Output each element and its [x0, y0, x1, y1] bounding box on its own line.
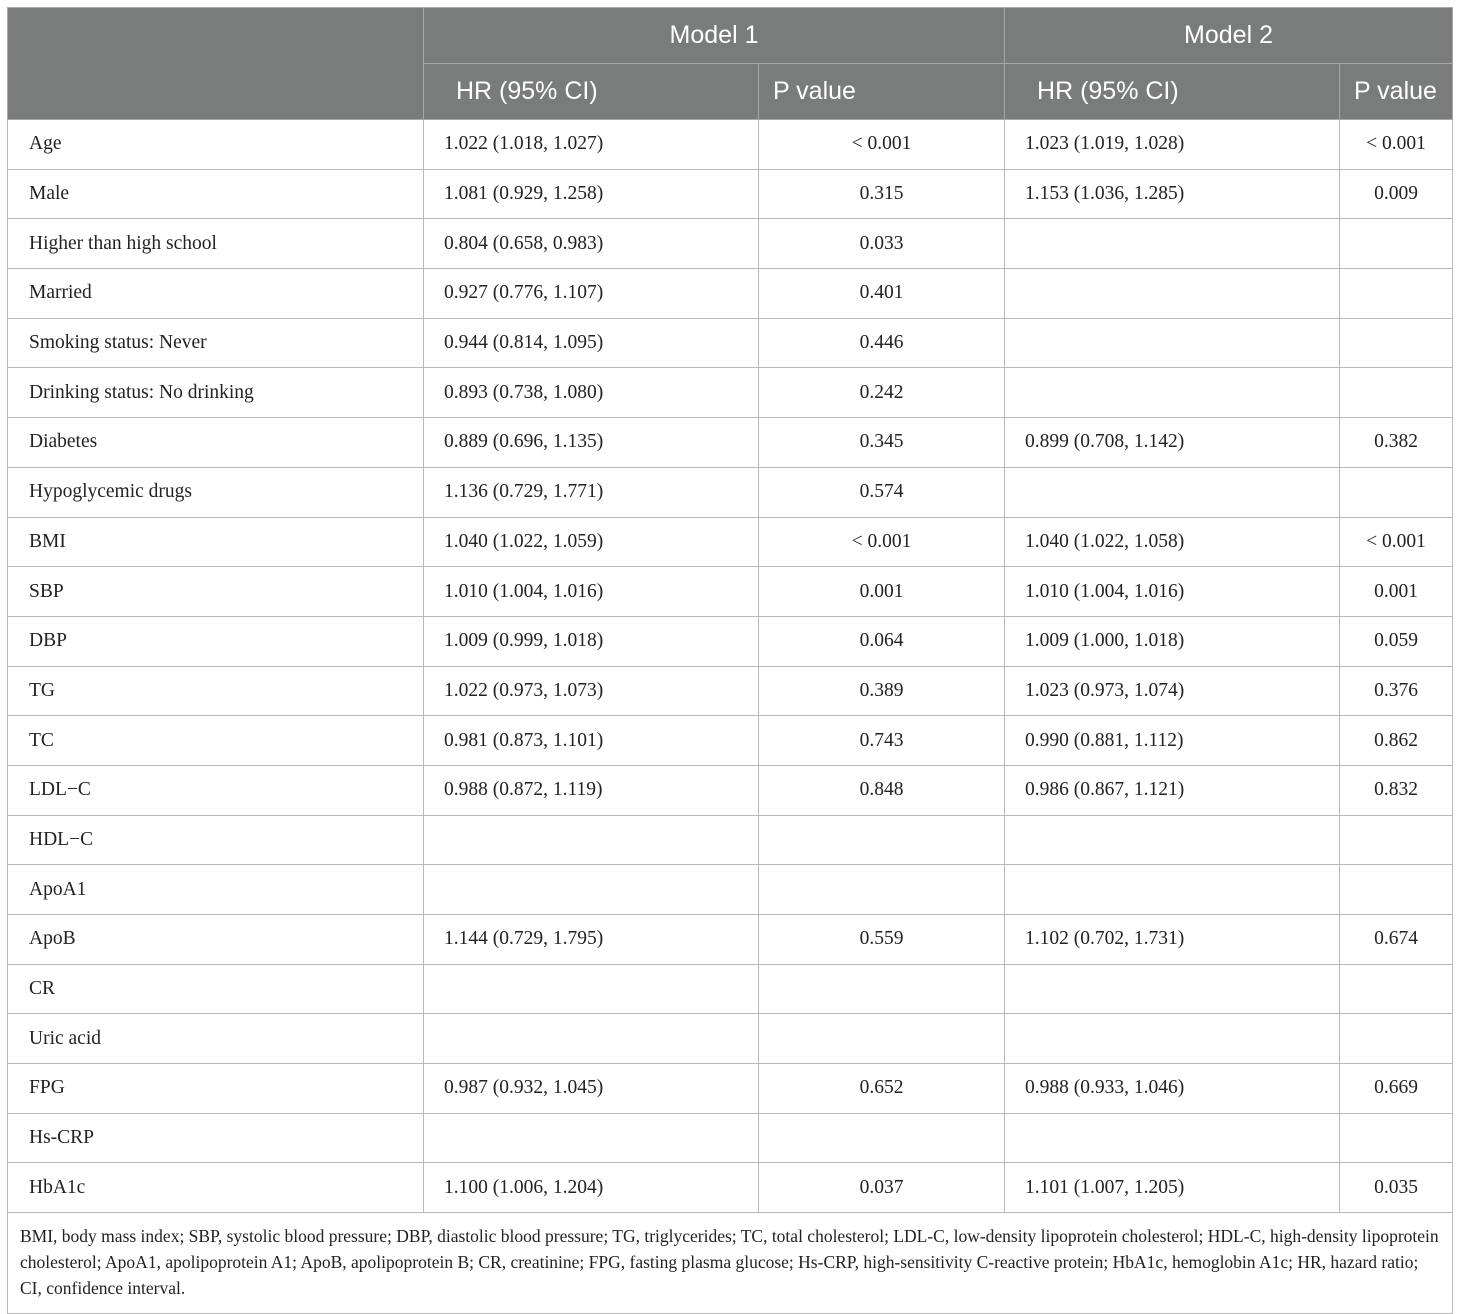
cell-model-2-hr: 1.009 (1.000, 1.018) [1005, 616, 1340, 666]
table-row [8, 120, 1453, 170]
table-row [8, 1014, 1453, 1064]
header-model-1: Model 1 [424, 8, 1005, 64]
cell-variable: ApoA1 [8, 865, 424, 915]
cell-model-1-p: 0.389 [759, 666, 1005, 716]
table-row [8, 169, 1453, 219]
cell-model-1-hr: 1.022 (1.018, 1.027) [424, 120, 759, 170]
cell-model-1-hr: 0.987 (0.932, 1.045) [424, 1064, 759, 1114]
cell-model-1-p: 0.315 [759, 169, 1005, 219]
table-footer [8, 1213, 1453, 1314]
table-row [8, 368, 1453, 418]
cell-model-2-hr: 1.102 (0.702, 1.731) [1005, 915, 1340, 965]
table-row [8, 915, 1453, 965]
cell-model-1-hr: 1.100 (1.006, 1.204) [424, 1163, 759, 1213]
cell-model-1-hr: 0.988 (0.872, 1.119) [424, 765, 759, 815]
table-row [8, 964, 1453, 1014]
header-model-2-hr: HR (95% CI) [1005, 64, 1340, 120]
table-row [8, 567, 1453, 617]
cell-model-2-hr [1005, 269, 1340, 319]
cell-model-2-p: 0.382 [1340, 418, 1453, 468]
cell-model-1-p: 0.401 [759, 269, 1005, 319]
cell-model-2-p [1340, 964, 1453, 1014]
cell-model-2-hr: 1.040 (1.022, 1.058) [1005, 517, 1340, 567]
cell-model-2-p [1340, 368, 1453, 418]
table-row [8, 716, 1453, 766]
header-model-2-p: P value [1340, 64, 1453, 120]
cell-model-2-hr: 1.023 (0.973, 1.074) [1005, 666, 1340, 716]
cell-model-1-p: < 0.001 [759, 517, 1005, 567]
cell-model-2-hr: 0.986 (0.867, 1.121) [1005, 765, 1340, 815]
cell-model-1-hr [424, 1113, 759, 1163]
cell-model-2-p [1340, 1113, 1453, 1163]
cell-model-1-hr [424, 815, 759, 865]
cell-variable: Uric acid [8, 1014, 424, 1064]
cell-model-1-hr: 1.081 (0.929, 1.258) [424, 169, 759, 219]
table-body [8, 120, 1453, 1213]
cell-model-2-hr: 0.988 (0.933, 1.046) [1005, 1064, 1340, 1114]
header-model-1-p: P value [759, 64, 1005, 120]
cell-model-2-p: 0.376 [1340, 666, 1453, 716]
table-row [8, 517, 1453, 567]
cell-model-2-hr [1005, 1014, 1340, 1064]
cell-model-2-hr [1005, 865, 1340, 915]
cell-variable: HbA1c [8, 1163, 424, 1213]
cell-model-1-hr: 0.981 (0.873, 1.101) [424, 716, 759, 766]
cell-model-2-hr: 1.023 (1.019, 1.028) [1005, 120, 1340, 170]
cell-model-2-p: 0.009 [1340, 169, 1453, 219]
cell-model-2-hr [1005, 318, 1340, 368]
table-row [8, 219, 1453, 269]
cell-variable: Drinking status: No drinking [8, 368, 424, 418]
cell-model-1-p: 0.574 [759, 467, 1005, 517]
cell-model-1-p: 0.001 [759, 567, 1005, 617]
results-table-container [7, 7, 1452, 1314]
cell-model-1-hr: 0.893 (0.738, 1.080) [424, 368, 759, 418]
cell-model-2-hr: 1.010 (1.004, 1.016) [1005, 567, 1340, 617]
cell-model-2-p [1340, 269, 1453, 319]
cell-variable: Hypoglycemic drugs [8, 467, 424, 517]
hazard-ratio-table [7, 7, 1453, 1314]
cell-model-1-p: 0.743 [759, 716, 1005, 766]
table-row [8, 765, 1453, 815]
cell-variable: Higher than high school [8, 219, 424, 269]
cell-model-1-hr: 1.009 (0.999, 1.018) [424, 616, 759, 666]
cell-variable: TG [8, 666, 424, 716]
cell-model-1-hr: 0.927 (0.776, 1.107) [424, 269, 759, 319]
table-row [8, 1064, 1453, 1114]
table-row [8, 269, 1453, 319]
cell-model-1-hr [424, 865, 759, 915]
header-variable-blank [8, 8, 424, 120]
cell-model-1-p [759, 815, 1005, 865]
cell-model-1-hr: 1.010 (1.004, 1.016) [424, 567, 759, 617]
cell-model-1-p: 0.446 [759, 318, 1005, 368]
cell-model-1-p: 0.037 [759, 1163, 1005, 1213]
cell-model-1-p: < 0.001 [759, 120, 1005, 170]
header-row-models [8, 8, 1453, 64]
table-row [8, 418, 1453, 468]
cell-model-1-p [759, 865, 1005, 915]
cell-variable: Smoking status: Never [8, 318, 424, 368]
table-header [8, 8, 1453, 120]
cell-model-1-hr: 0.889 (0.696, 1.135) [424, 418, 759, 468]
table-row [8, 666, 1453, 716]
cell-model-1-hr: 0.944 (0.814, 1.095) [424, 318, 759, 368]
cell-model-1-p: 0.652 [759, 1064, 1005, 1114]
footnote-row [8, 1213, 1453, 1314]
cell-model-2-p [1340, 467, 1453, 517]
cell-model-1-hr: 1.136 (0.729, 1.771) [424, 467, 759, 517]
cell-model-2-hr [1005, 467, 1340, 517]
cell-model-2-hr [1005, 368, 1340, 418]
cell-model-2-p [1340, 865, 1453, 915]
cell-model-2-p: 0.669 [1340, 1064, 1453, 1114]
cell-model-2-hr: 1.153 (1.036, 1.285) [1005, 169, 1340, 219]
cell-model-2-p: 0.001 [1340, 567, 1453, 617]
cell-model-1-hr [424, 964, 759, 1014]
cell-model-1-p: 0.559 [759, 915, 1005, 965]
cell-variable: Hs-CRP [8, 1113, 424, 1163]
cell-model-2-hr [1005, 219, 1340, 269]
table-row [8, 1113, 1453, 1163]
cell-model-2-p [1340, 815, 1453, 865]
cell-variable: TC [8, 716, 424, 766]
cell-model-1-hr: 0.804 (0.658, 0.983) [424, 219, 759, 269]
cell-model-2-p: 0.832 [1340, 765, 1453, 815]
table-row [8, 865, 1453, 915]
cell-model-1-hr: 1.040 (1.022, 1.059) [424, 517, 759, 567]
table-row [8, 616, 1453, 666]
cell-model-2-p: 0.059 [1340, 616, 1453, 666]
cell-model-1-p: 0.033 [759, 219, 1005, 269]
cell-model-2-p [1340, 1014, 1453, 1064]
cell-variable: Age [8, 120, 424, 170]
cell-model-1-hr: 1.022 (0.973, 1.073) [424, 666, 759, 716]
cell-model-1-hr: 1.144 (0.729, 1.795) [424, 915, 759, 965]
cell-model-1-p [759, 1014, 1005, 1064]
cell-model-1-hr [424, 1014, 759, 1064]
cell-model-1-p [759, 1113, 1005, 1163]
table-row [8, 1163, 1453, 1213]
cell-variable: HDL−C [8, 815, 424, 865]
table-row [8, 815, 1453, 865]
cell-variable: CR [8, 964, 424, 1014]
cell-model-2-p: < 0.001 [1340, 120, 1453, 170]
cell-variable: Male [8, 169, 424, 219]
header-model-2: Model 2 [1005, 8, 1453, 64]
cell-model-2-hr: 1.101 (1.007, 1.205) [1005, 1163, 1340, 1213]
cell-model-2-p: < 0.001 [1340, 517, 1453, 567]
cell-model-2-hr: 0.990 (0.881, 1.112) [1005, 716, 1340, 766]
cell-model-2-p [1340, 318, 1453, 368]
cell-variable: SBP [8, 567, 424, 617]
cell-model-1-p: 0.242 [759, 368, 1005, 418]
header-model-1-hr: HR (95% CI) [424, 64, 759, 120]
cell-model-1-p: 0.064 [759, 616, 1005, 666]
cell-model-2-hr [1005, 1113, 1340, 1163]
cell-model-2-p: 0.674 [1340, 915, 1453, 965]
table-row [8, 318, 1453, 368]
cell-model-2-p: 0.035 [1340, 1163, 1453, 1213]
cell-model-1-p [759, 964, 1005, 1014]
cell-variable: FPG [8, 1064, 424, 1114]
cell-model-2-hr: 0.899 (0.708, 1.142) [1005, 418, 1340, 468]
cell-variable: DBP [8, 616, 424, 666]
cell-variable: LDL−C [8, 765, 424, 815]
cell-variable: Diabetes [8, 418, 424, 468]
table-row [8, 467, 1453, 517]
cell-variable: ApoB [8, 915, 424, 965]
cell-model-1-p: 0.345 [759, 418, 1005, 468]
cell-model-1-p: 0.848 [759, 765, 1005, 815]
cell-model-2-p: 0.862 [1340, 716, 1453, 766]
cell-model-2-hr [1005, 964, 1340, 1014]
cell-model-2-p [1340, 219, 1453, 269]
cell-variable: BMI [8, 517, 424, 567]
cell-variable: Married [8, 269, 424, 319]
footnote: BMI, body mass index; SBP, systolic blood pressure; DBP, diastolic blood pressure; TG, triglycerides; TC, total cholesterol; LDL-C, low-density lipoprotein cholesterol; HDL-C, high-density lipoprotein cholesterol; ApoA1, apolipoprotein A1; ApoB, apolipoprotein B; CR, creatinine; FPG, fasting plasma glucose; Hs-CRP, high-sensitivity C-reactive protein; HbA1c, hemoglobin A1c; HR, hazard ratio; CI, confidence interval. [8, 1213, 1453, 1314]
cell-model-2-hr [1005, 815, 1340, 865]
